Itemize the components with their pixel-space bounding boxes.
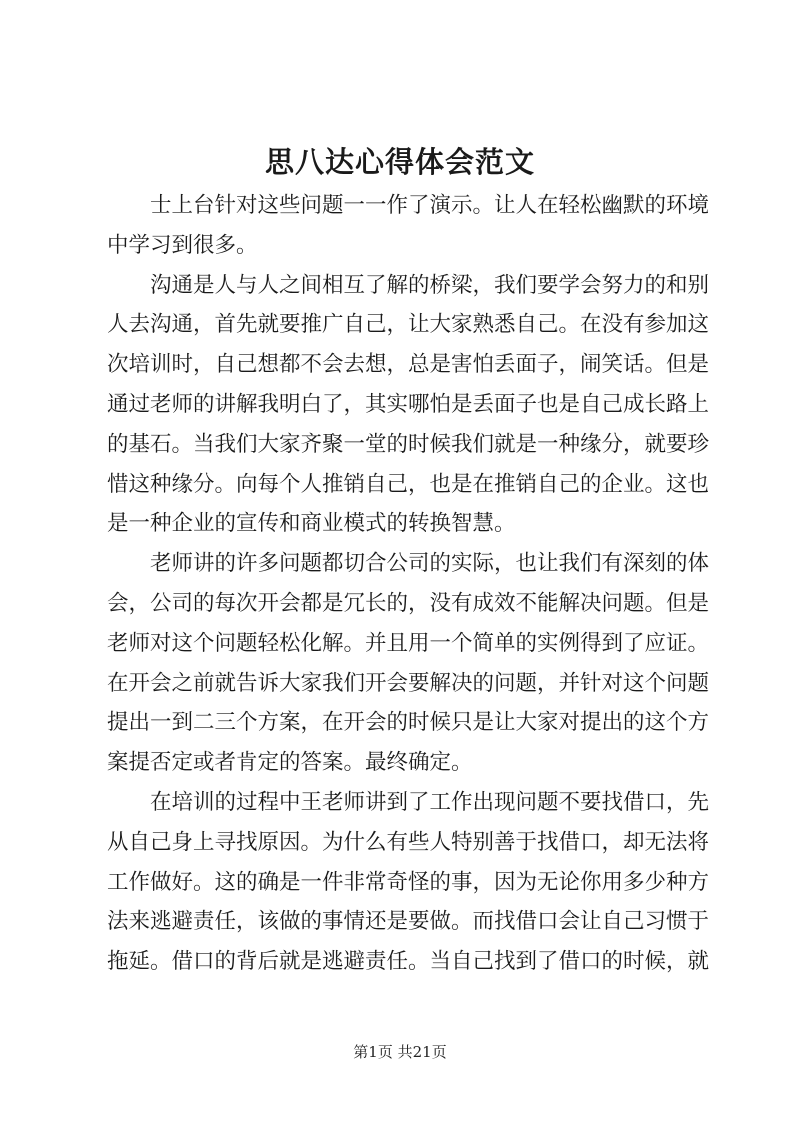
- text-line: 的基石。当我们大家齐聚一堂的时候我们就是一种缘分，就要珍: [107, 431, 710, 457]
- paragraph: [107, 186, 710, 266]
- text-line: 通过老师的讲解我明白了，其实哪怕是丢面子也是自己成长路上: [107, 391, 710, 417]
- text-line: 人去沟通，首先就要推广自己，让大家熟悉自己。在没有参加这: [107, 312, 710, 338]
- paragraph: [107, 266, 710, 545]
- text-line: 次培训时，自己想都不会去想，总是害怕丢面子，闹笑话。但是: [107, 352, 710, 378]
- text-line: 中学习到很多。: [107, 232, 258, 258]
- text-line: 工作做好。这的确是一件非常奇怪的事，因为无论你用多少种方: [107, 869, 710, 895]
- text-line: 提出一到二三个方案，在开会的时候只是让大家对提出的这个方: [107, 710, 710, 736]
- text-line: 老师对这个问题轻松化解。并且用一个简单的实例得到了应证。: [107, 630, 710, 656]
- paragraph: [107, 783, 710, 982]
- text-line: 会，公司的每次开会都是冗长的，没有成效不能解决问题。但是: [107, 590, 710, 616]
- text-line: 案提否定或者肯定的答案。最终确定。: [107, 750, 473, 776]
- text-line: 拖延。借口的背后就是逃避责任。当自己找到了借口的时候，就: [107, 949, 710, 975]
- text-line: 法来逃避责任，该做的事情还是要做。而找借口会让自己习惯于: [107, 909, 710, 935]
- text-line: 士上台针对这些问题一一作了演示。让人在轻松幽默的环境: [150, 193, 710, 218]
- text-line: 在培训的过程中王老师讲到了工作出现问题不要找借口，先: [150, 789, 710, 815]
- paragraph: [107, 544, 710, 783]
- text-line: 老师讲的许多问题都切合公司的实际，也让我们有深刻的体: [150, 551, 710, 577]
- document-title: 思八达心得体会范文: [264, 145, 535, 179]
- page-footer: 第1页 共21页: [353, 1043, 447, 1061]
- text-line: 从自己身上寻找原因。为什么有些人特别善于找借口，却无法将: [107, 829, 710, 855]
- text-line: 在开会之前就告诉大家我们开会要解决的问题，并针对这个问题: [107, 670, 710, 696]
- text-line: 是一种企业的宣传和商业模式的转换智慧。: [107, 511, 516, 537]
- text-line: 沟通是人与人之间相互了解的桥梁，我们要学会努力的和别: [150, 272, 710, 298]
- text-line: 惜这种缘分。向每个人推销自己，也是在推销自己的企业。这也: [107, 471, 710, 497]
- document-body: [107, 186, 710, 982]
